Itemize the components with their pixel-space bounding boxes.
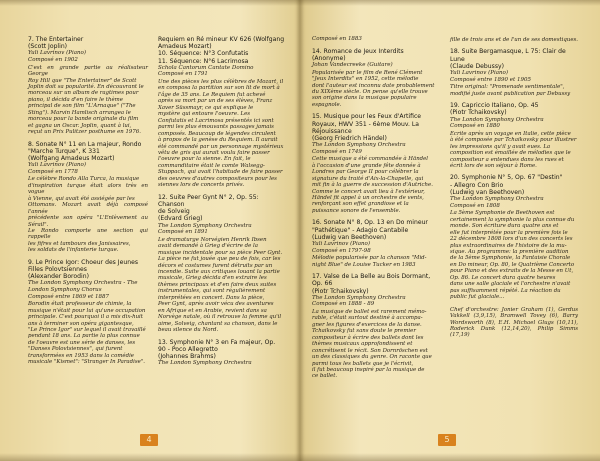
track-title: 18. Suite Bergamasque, L 75: Clair de Lune (Claude Debussy) [450, 48, 566, 70]
track-title: 7. The Entertainer (Scott Joplin) [28, 36, 84, 51]
track-title: 9. Le Prince Igor: Choeur des Jeunes Filles Polovtsiennes (Alexander Borodin) [28, 258, 138, 281]
track-performer: The London Symphony Orchestra [158, 360, 252, 367]
track-performer: The London Symphony Orchestra Composé en 1891 [158, 222, 252, 236]
track-entry [450, 37, 578, 43]
page-number-right: 5 [438, 434, 456, 446]
track-entry [450, 102, 578, 169]
track-entry [312, 48, 440, 109]
track-performer: Composé en 1883 [312, 36, 362, 42]
track-performer: The London Symphony Orchestra Composé en 1749 [312, 142, 406, 155]
track-entry [158, 194, 286, 334]
track-entry [158, 36, 286, 189]
track-notes: La musique de ballet est rarement mémo- rable, c'était surtout destiné à accompa- gner les figures d'exercices de la danse. Tchaikovsky fut sans doute le premier compositeur à écrire des ballets dont les thèmes musicaux approfondissent et concrétisent le récit. Son Dornröschen est un des classiques du genre. On raconte que parmi tous les ballets que je l'écrivit, il fut beaucoup inspiré par la musique de ce ballet. [312, 308, 432, 380]
track-notes: La 5ème Symphonie de Beethoven est certainement la symphonie la plus connue du monde. Son écriture dura quatre ans et elle fut interprétée pour la première fois le 22 décembre 1808 lors d'un des concerts les plus extraordinaires de l'histoire de la mu- sique. Au programme: la première audition de la 5ème Symphonie, la Fantaisie Chorale en Do mineur, Op. 80, le Quatrième Concerto pour Piano et des extraits de la Messe en Ut, Op. 86. Le concert dura quatre heures dans une salle glaciale et l'orchestre n'avait pas suffisamment répété. La réaction du public fut glaciale... [450, 210, 575, 301]
column-4 [450, 36, 578, 339]
track-entry [158, 339, 286, 367]
track-entry [312, 219, 440, 268]
track-performer: Yuli Lavrinov (Piano) Composé en 1902 [28, 50, 86, 63]
track-performer: The London Symphony Orchestra Composé en 1808 [450, 196, 544, 209]
page-number-left: 4 [140, 434, 158, 446]
track-notes: Une des pièces les plus célèbres de Mozart, il en composa la partition sur son lit de mort à l'âge de 35 ans. Le Requiem fut achevé après sa mort par un de ses élèves, Franz Xaver Süssmayr, ce qui explique le mystère qui entoure l'oeuvre. Les Confutatis et Lacrimosa présentés ici sont parmi les plus émouvants passages jamais composés. Beaucoup de légendes circulent à propos de la genèse du Requiem. Il aurait été commandé par un personnage mystérieux vêtu de gris qui aurait voulu faire passer l'oeuvre pour la sienne. En fait, le commanditaire était le comte Walsegg- Stuppach, qui avait l'habitude de faire passer des oeuvres d'autres compositeurs pour les siennes lors de concerts privés. [158, 79, 284, 189]
track-performer: Yuli Lavrinov (Piano) Composé entre 1890 et 1905 [450, 70, 531, 83]
column-1 [28, 36, 148, 371]
track-entry [450, 48, 578, 97]
track-entry [312, 273, 440, 380]
track-notes: fille de trois ans et de l'un de ses domestiques. [450, 37, 578, 43]
track-performer: Yuli Lavrinov (Piano) Composé en 1797-98 [312, 241, 371, 254]
track-notes: Titre original: "Promenade sentimentale", modifié juste avant publication par Debussy [450, 84, 571, 97]
column-2 [158, 36, 286, 372]
track-performer: The London Symphony Orchestra - The London Symphony Chorus Composé entre 1869 et 1887 [28, 280, 138, 300]
track-entry [450, 174, 578, 300]
track-title: 12. Suite Peer Gynt N° 2, Op. 55: Chanson de Solveig (Edvard Grieg) [158, 193, 259, 223]
track-title: 8. Sonate N° 11 en La majeur, Rondo "Marche Turque", K 331 (Wolfgang Amadeus Mozart) [28, 140, 142, 162]
track-entry [312, 36, 440, 43]
track-title: Requiem en Ré mineur KV 626 (Wolfgang Amadeus Mozart) 10. Séquence: N°3 Confutatis 11. Séquence: N°6 Lacrimosa [158, 36, 285, 65]
track-notes: Mélodie popularisée par la chanson "Mid- night Blue" de Louise Tucker en 1983 [312, 255, 427, 268]
track-performer: The London Symphony Orchestra Composé en 1888 - 89 [312, 294, 406, 308]
conductor-credits: Chef d'orchestre: Jonier Graham (1), Gerdus Vakkell (3,9,15), Bramwell Tovey (6), Barry Wordsworth (8), E.H. Michael Glugs (10,11), Roderick Dunk (12,14,20), Philip Simms (17,19) [450, 306, 578, 339]
track-notes: Le dramaturge Norvégien Henrik Ibsen avait demandé à Grieg d'écrire de la musique incidentale pour sa pièce Peer Gynt. La pièce ne fut jouée que peu de fois, car les décors et costumes furent détruits par un incendie. Suite aux critiques louant la partie musicale, Grieg décida d'en extraire les thèmes principaux et d'en faire deux suites instrumentales, qui sont régulièrement interprétées en concert. Dans la pièce, Peer Gynt, après avoir vécu des aventures en Afrique et en Arabie, revient dans sa Norvège natale, où il retrouve la femme qu'il aime, Solveig, chantant sa chanson, dans le beau silence du Nord. [158, 236, 283, 334]
track-title: 16. Sonate N° 8, Op. 13 en Do mineur "Pathétique" - Adagio Cantabile (Ludwig van Beethoven) [312, 219, 428, 241]
track-title: 19. Capriccio Italiano, Op. 45 (Piotr Tchaikovsky) [450, 102, 539, 117]
track-notes: Ecrite après un voyage en Italie, cette pièce à été composée par Tchaikovsky pour illustrer les impressions qu'il y avait eues. La composition est émaillée de mélodies que le compositeur a entendues dans les rues et écrit lors de son séjour à Rome. [450, 130, 577, 170]
column-4-entries [450, 37, 578, 301]
track-title: 20. Symphonie N° 5, Op. 67 "Destin" - Allegro Con Brio (Ludwig van Beethoven) [450, 174, 563, 196]
track-notes: Popularisée par le film de René Clément "Jeux Interdits" en 1952, cette mélodie dont l'auteur est inconnu date probablement du XIXème siècle. On pense qu'elle trouve son origine dans la musique populaire espagnole. [312, 69, 435, 108]
track-performer: The London Symphony Orchestra Composé en 1880 [450, 116, 544, 130]
track-entry [28, 259, 148, 366]
track-notes: Borodin était professeur de chimie, la musique n'était pour lui qu'une occupation principale. C'est pourquoi il a mis dix-huit ans à terminer son opéra gigantesque, "Le Prince Igor" sur lequel il avait travaillé pendant 18 ans. La partie la plus connue de l'oeuvre est une série de danses, les "Danses Polovtsiennes", qui furent transformées en 1953 dans la comédie musicale "Kismet": "Stranger In Paradise". [28, 301, 146, 366]
track-title: 14. Romance de Jeux Interdits (Anonyme) [312, 47, 404, 62]
track-entry [28, 36, 148, 136]
track-entry [312, 113, 440, 214]
right-page [300, 0, 600, 461]
track-title: 17. Valse de La Belle au Bois Dormant, Op. 66 (Piotr Tchaikovsky) [312, 273, 431, 295]
track-notes: C'est en grande partie au réalisateur George Roy Hill que "The Entertainer" de Scott Joplin doit sa popularité. En découvrant le morceau sur un album de ragtimes pour piano, il décida d'en faire le thème principal de son film "L'Arnaque" ("The Sting"). Marvin Hamlisch arrangea le morceau pour la bande originale du film et gagna un Oscar. Joplin, quant à lui, reçut un Prix Pulitzer posthume en 1976. [28, 64, 148, 136]
track-notes: Cette musique a été commandée à Händel à l'occasion d'une grande fête donnée à Londres par George II pour célébrer la signature du traité d'Aix-la-Chapelle, qui mit fin à la guerre de succession d'Autriche. Comme le concert avait lieu à l'extérieur, Händel fit appel à un orchestre de vents, renforçant son effet grandiose et la puissance sonore de l'ensemble. [312, 156, 433, 214]
track-entry [28, 141, 148, 254]
track-notes: Le célèbre Rondo Alla Turca, la musique d'inspiration turque était alors très en vogue à Vienne, qui avait été assiégée par les Ottomans. Mozart avait déjà composé l'année précédente son opéra "L'Enlèvement au Sérail". Le Rondo comporte une section qui rappelle les fifres et tambours des Janissaires, les soldats de l'infanterie turque. [28, 176, 148, 254]
track-performer: Johan Vandecreeke (Guitare) [312, 62, 393, 68]
track-title: 13. Symphonie N° 3 en Fa majeur, Op. 90 - Poco Allegretto (Johannes Brahms) [158, 338, 276, 360]
column-3 [312, 36, 440, 385]
track-title: 15. Musique pour les Feux d'Artifice Royaux, HWV 351 - 6ème Mouv. La Réjouissance (Georg Friedrich Händel) [312, 113, 422, 142]
track-performer: Yuli Lavrinov (Piano) Composé en 1778 [28, 162, 86, 175]
track-performer: Schola Cantorum Cantate Domino Composé en 1791 [158, 64, 254, 78]
